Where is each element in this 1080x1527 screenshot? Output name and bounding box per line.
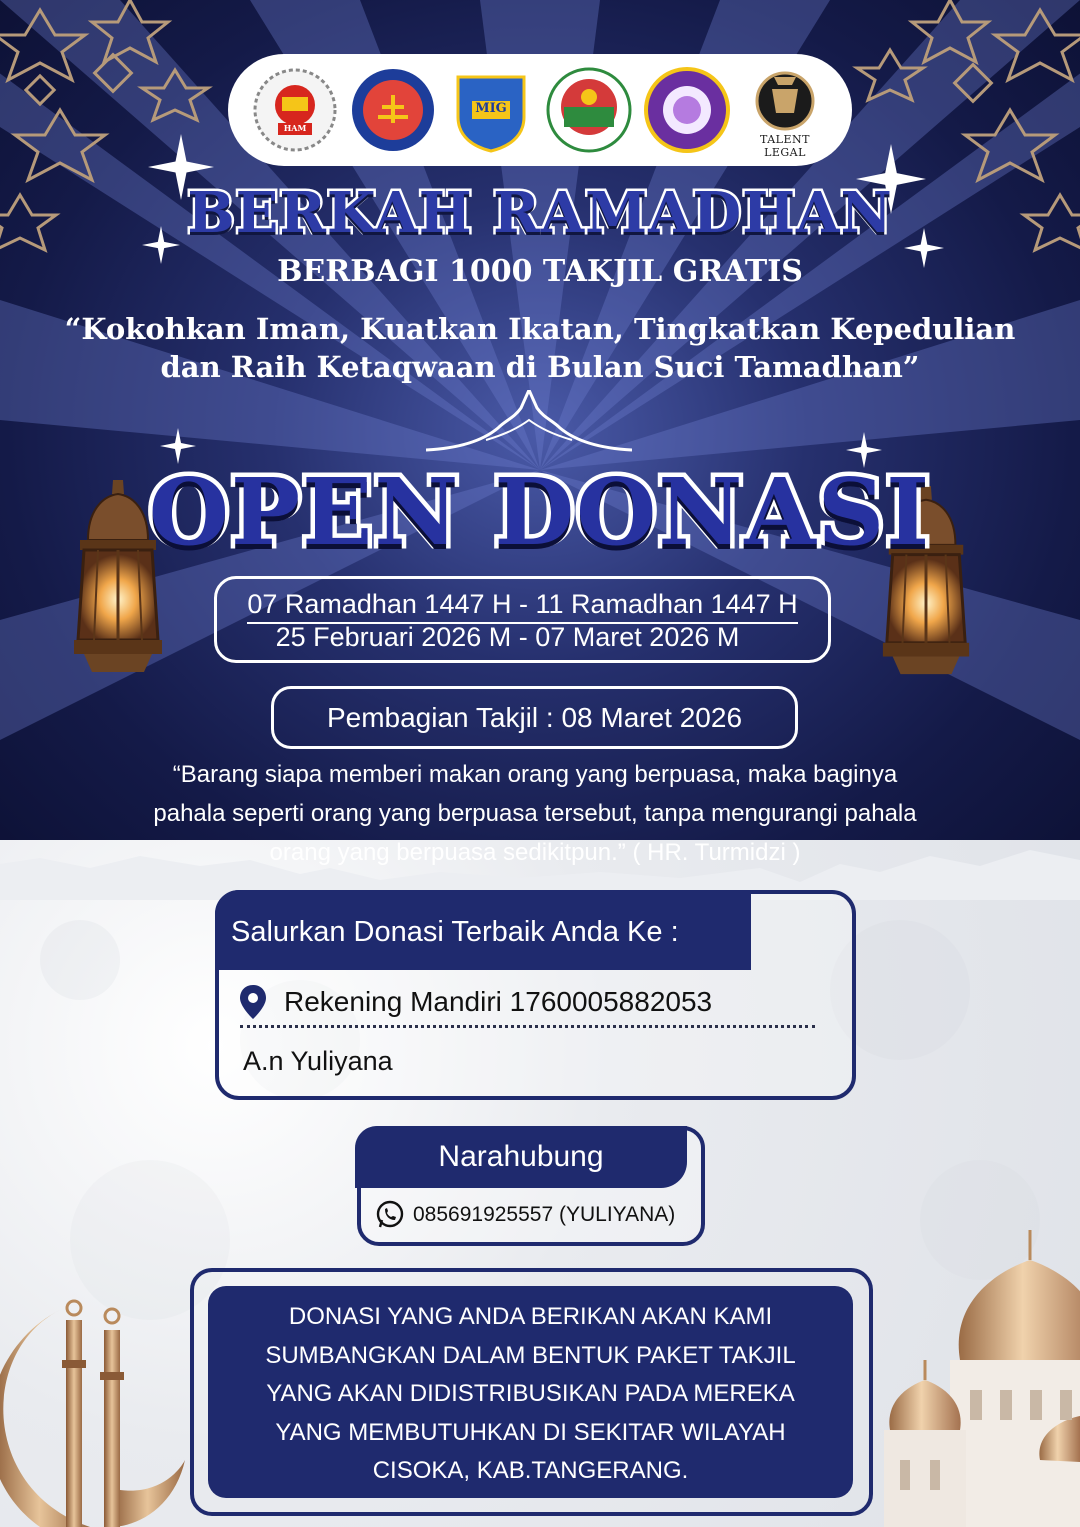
bank-account-number[interactable]: Rekening Mandiri 1760005882053 (284, 985, 713, 1017)
dome-ornament (426, 390, 632, 456)
account-holder-name: A.n Yuliyana (243, 1046, 393, 1076)
distribution-date-box: Pembagian Takjil : 08 Maret 2026 (271, 686, 798, 749)
hijri-date-range: 07 Ramadhan 1447 H - 11 Ramadhan 1447 H (247, 589, 798, 624)
open-donasi-heading: OPEN DONASI (148, 458, 932, 566)
lbh-sembilan-logo (350, 67, 436, 153)
bank-account-row (240, 978, 815, 1028)
slogan-quote (60, 310, 1020, 386)
mig-logo-text: MIG (475, 101, 507, 116)
masehi-date-range: 25 Februari 2026 M - 07 Maret 2026 M (275, 622, 740, 652)
association-logo (546, 67, 632, 153)
slogan-line-1: “Kokohkan Iman, Kuatkan Ikatan, Tingkatkan Kepedulian (64, 312, 1016, 346)
mig-law-office-logo (448, 67, 534, 153)
hadith-line-1: “Barang siapa memberi makan orang yang berpuasa, maka baginya (172, 761, 898, 788)
hadith-quote (110, 755, 960, 872)
donation-note (208, 1286, 853, 1498)
event-title: BERKAH RAMADHAN (187, 180, 893, 246)
ham-logo-text: HAM (283, 123, 307, 133)
note-line-3: YANG AKAN DIDISTRIBUSIKAN PADA MEREKA (266, 1380, 795, 1407)
contact-phone-number[interactable]: 085691925557 (YULIYANA) (413, 1203, 676, 1226)
talent-legal-text: TALENT LEGAL (760, 133, 810, 159)
note-line-4: YANG MEMBUTUHKAN DI SEKITAR WILAYAH (275, 1418, 786, 1446)
contact-heading: Narahubung (355, 1126, 687, 1188)
note-line-5: CISOKA, KAB.TANGERANG. (372, 1457, 689, 1484)
hadith-line-3: orang yang berpuasa sedikitpun.” ( HR. Turmidzi ) (269, 839, 801, 866)
contact-phone-row[interactable] (375, 1198, 675, 1232)
donation-heading: Salurkan Donasi Terbaik Anda Ke : (215, 890, 751, 970)
crescent-minaret-decoration (0, 1290, 190, 1527)
mosque-dome-decoration (870, 1230, 1080, 1527)
location-pin-icon (240, 985, 266, 1019)
whatsapp-icon (375, 1200, 405, 1230)
ham-logo (252, 67, 338, 153)
slogan-line-2: dan Raih Ketaqwaan di Bulan Suci Tamadhan” (160, 350, 920, 384)
hadith-line-2: pahala seperti orang yang berpuasa tersebut, tanpa mengurangi pahala (153, 800, 917, 827)
talent-legal-logo (742, 67, 828, 159)
donation-period-box (214, 576, 831, 663)
event-subtitle: BERBAGI 1000 TAKJIL GRATIS (277, 254, 803, 289)
note-line-1: DONASI YANG ANDA BERIKAN AKAN KAMI (288, 1303, 773, 1330)
federasi-sengketa-logo (644, 67, 730, 153)
partner-logos-bar (228, 54, 852, 166)
note-line-2: SUMBANGKAN DALAM BENTUK PAKET TAKJIL (265, 1341, 796, 1369)
